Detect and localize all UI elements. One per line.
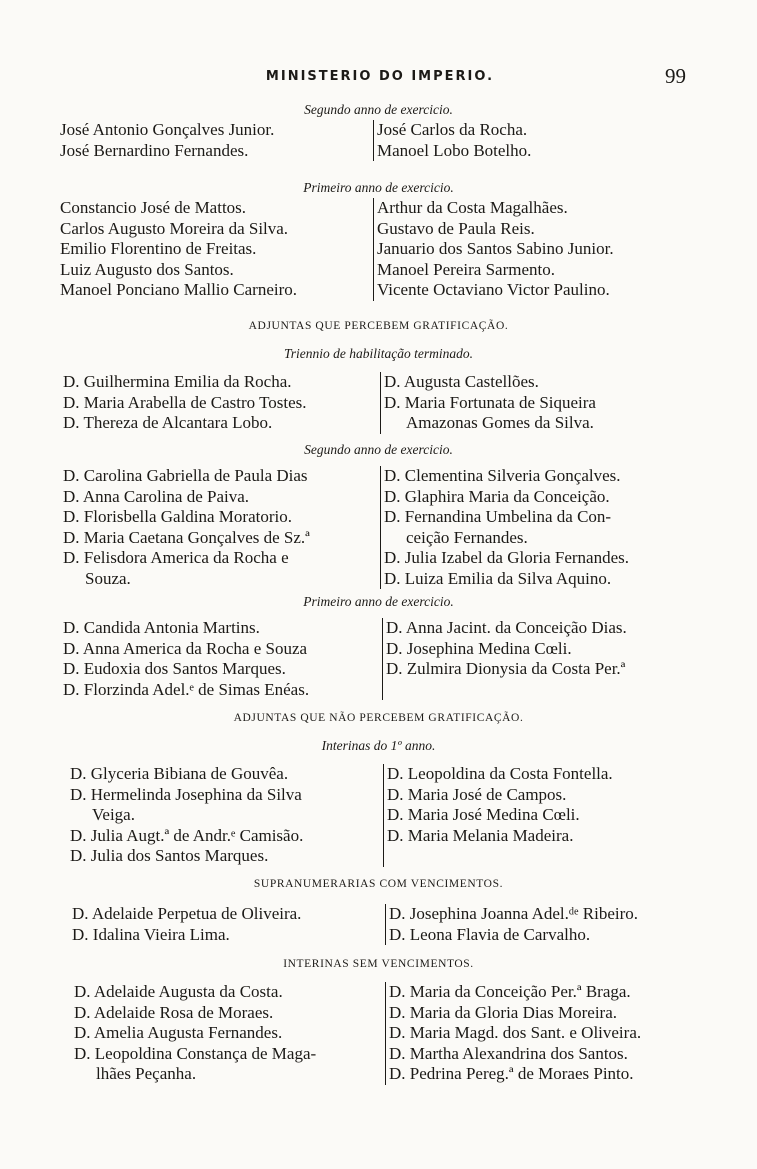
list-item: D. Adelaide Rosa de Moraes.: [74, 1002, 274, 1022]
list-item: D. Maria Magd. dos Sant. e Oliveira.: [389, 1023, 642, 1042]
section1-sub1-right-column: [380, 372, 696, 434]
list-item: D. Glyceria Bibiana de Gouvêa.: [70, 764, 289, 783]
block1-right-column: [373, 120, 697, 161]
list-item: Emilio Florentino de Freitas.: [60, 239, 257, 258]
list-item: D. Carolina Gabriella de Paula Dias: [63, 466, 308, 485]
list-item: D. Maria da Gloria Dias Moreira.: [389, 1002, 618, 1022]
list-item: D. Maria José Medina Cœli.: [387, 805, 580, 824]
list-item: D. Leopoldina Constança de Maga-: [74, 1043, 317, 1063]
list-item: D. Anna Jacint. da Conceição Dias.: [386, 618, 627, 637]
block1-subtitle: Segundo anno de exercicio.: [304, 102, 453, 117]
list-item: Veiga.: [92, 805, 135, 824]
section-heading-interim-unpaid: INTERINAS SEM VENCIMENTOS.: [283, 958, 474, 970]
list-item: Carlos Augusto Moreira da Silva.: [60, 218, 289, 238]
list-item: D. Thereza de Alcantara Lobo.: [63, 413, 273, 432]
list-item: Januario dos Santos Sabino Junior.: [377, 239, 614, 258]
block2-right-column: [373, 198, 699, 301]
list-item: D. Pedrina Pereg.ª de Moraes Pinto.: [389, 1064, 634, 1083]
list-item: D. Anna Carolina de Paiva.: [63, 486, 250, 506]
section4-left-column: [74, 982, 384, 1085]
list-item: Amazonas Gomes da Silva.: [406, 413, 594, 432]
list-item: José Bernardino Fernandes.: [60, 140, 249, 160]
list-item: D. Luiza Emilia da Silva Aquino.: [384, 568, 612, 588]
section4-right-column: [385, 982, 703, 1085]
list-item: D. Maria Arabella de Castro Tostes.: [63, 392, 307, 412]
running-title: MINISTERIO DO IMPERIO.: [265, 69, 495, 84]
list-item: Manoel Ponciano Mallio Carneiro.: [60, 280, 298, 299]
list-item: D. Josephina Joanna Adel.ᵈᵉ Ribeiro.: [389, 904, 639, 923]
list-item: D. Fernandina Umbelina da Con-: [384, 507, 612, 526]
list-item: D. Florisbella Galdina Moratorio.: [63, 507, 292, 526]
section1-sub1-subtitle: Triennio de habilitação terminado.: [284, 346, 473, 361]
section3-left-column: [72, 904, 384, 945]
list-item: D. Adelaide Augusta da Costa.: [74, 982, 283, 1001]
list-item: D. Clementina Silveria Gonçalves.: [384, 466, 621, 485]
list-item: D. Augusta Castellões.: [384, 372, 539, 391]
list-item: D. Florzinda Adel.ᵉ de Simas Enéas.: [63, 679, 310, 699]
list-item: Luiz Augusto dos Santos.: [60, 259, 234, 279]
section1-sub3-subtitle: Primeiro anno de exercicio.: [303, 594, 454, 609]
section-heading-no-gratification: ADJUNTAS QUE NÃO PERCEBEM GRATIFICAÇÃO.: [233, 712, 524, 724]
list-item: D. Amelia Augusta Fernandes.: [74, 1023, 283, 1042]
list-item: D. Guilhermina Emilia da Rocha.: [63, 372, 292, 391]
section1-sub2-left-column: [63, 466, 379, 589]
block2-left-column: [60, 198, 372, 301]
section1-sub2-subtitle: Segundo anno de exercicio.: [304, 442, 453, 457]
list-item: Gustavo de Paula Reis.: [377, 218, 535, 238]
list-item: D. Josephina Medina Cœli.: [386, 638, 572, 658]
section2-right-column: [383, 764, 699, 867]
list-item: D. Candida Antonia Martins.: [63, 618, 260, 637]
list-item: Vicente Octaviano Victor Paulino.: [377, 280, 610, 299]
list-item: Souza.: [85, 568, 131, 588]
section1-sub1-left-column: [63, 372, 379, 434]
list-item: José Antonio Gonçalves Junior.: [60, 120, 275, 139]
list-item: D. Maria José de Campos.: [387, 784, 567, 804]
list-item: D. Maria Caetana Gonçalves de Sz.ª: [63, 527, 310, 547]
list-item: D. Felisdora America da Rocha e: [63, 548, 289, 567]
list-item: D. Martha Alexandrina dos Santos.: [389, 1043, 628, 1063]
section1-sub2-right-column: [380, 466, 700, 589]
block2-subtitle: Primeiro anno de exercicio.: [303, 180, 454, 195]
list-item: D. Anna America da Rocha e Souza: [63, 638, 308, 658]
list-item: D. Maria Melania Madeira.: [387, 825, 574, 845]
section2-left-column: [70, 764, 382, 867]
section-heading-supernumerary: SUPRANUMERARIAS COM VENCIMENTOS.: [253, 878, 504, 890]
section2-subtitle: Interinas do 1º anno.: [321, 738, 436, 753]
list-item: D. Glaphira Maria da Conceição.: [384, 486, 610, 506]
list-item: D. Hermelinda Josephina da Silva: [70, 784, 302, 804]
list-item: D. Zulmira Dionysia da Costa Per.ª: [386, 659, 626, 678]
section1-sub3-right-column: [382, 618, 700, 700]
list-item: D. Julia Augt.ª de Andr.ᵉ Camisão.: [70, 825, 304, 845]
list-item: José Carlos da Rocha.: [377, 120, 528, 139]
block1-left-column: [60, 120, 372, 161]
list-item: Constancio José de Mattos.: [60, 198, 247, 217]
section-heading-gratification: ADJUNTAS QUE PERCEBEM GRATIFICAÇÃO.: [248, 320, 509, 332]
list-item: Manoel Lobo Botelho.: [377, 140, 532, 160]
page-header: [60, 64, 700, 90]
list-item: D. Leona Flavia de Carvalho.: [389, 924, 591, 944]
list-item: D. Maria Fortunata de Siqueira: [384, 392, 596, 412]
page-number: 99: [665, 64, 686, 88]
list-item: D. Adelaide Perpetua de Oliveira.: [72, 904, 302, 923]
section3-right-column: [385, 904, 703, 945]
list-item: D. Julia dos Santos Marques.: [70, 846, 269, 865]
list-item: Arthur da Costa Magalhães.: [377, 198, 568, 217]
list-item: D. Julia Izabel da Gloria Fernandes.: [384, 548, 629, 567]
list-item: ceição Fernandes.: [406, 527, 528, 547]
section1-sub3-left-column: [63, 618, 381, 700]
list-item: Manoel Pereira Sarmento.: [377, 259, 555, 279]
list-item: lhães Peçanha.: [96, 1064, 197, 1083]
list-item: D. Maria da Conceição Per.ª Braga.: [389, 982, 631, 1001]
list-item: D. Idalina Vieira Lima.: [72, 924, 230, 944]
list-item: D. Eudoxia dos Santos Marques.: [63, 659, 286, 678]
list-item: D. Leopoldina da Costa Fontella.: [387, 764, 613, 783]
